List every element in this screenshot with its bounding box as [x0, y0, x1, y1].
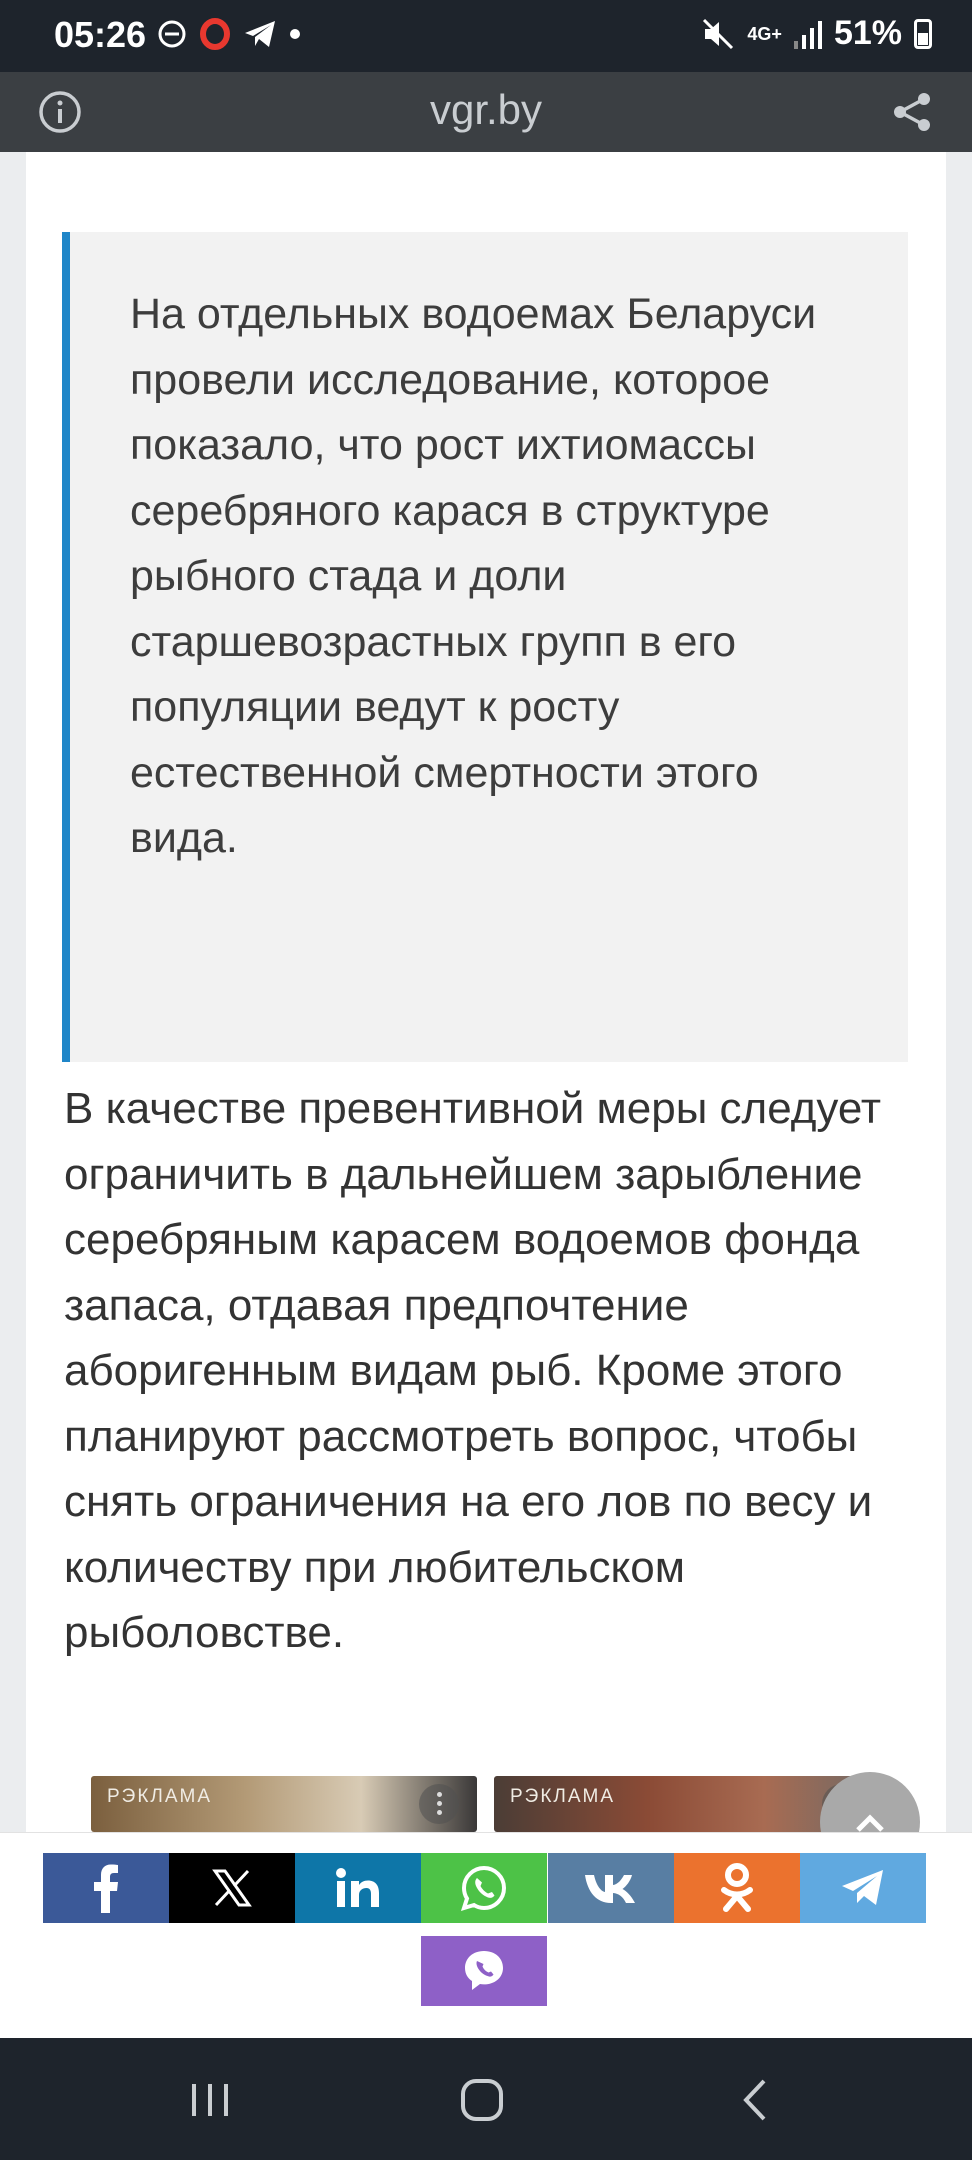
opera-icon	[199, 18, 231, 50]
social-share-bar	[0, 1832, 972, 2038]
share-icon	[890, 90, 934, 134]
battery-percent: 51%	[833, 14, 902, 52]
telegram-icon	[840, 1868, 886, 1908]
status-notification-icons	[157, 18, 301, 50]
blockquote	[62, 232, 908, 1062]
system-navigation-bar	[0, 2040, 972, 2160]
ad-label: РЭКЛАМА	[510, 1786, 616, 1807]
blockquote-text: На отдельных водоемах Беларуси провели исследование, которое показало, что рост ихтиомассы серебряного карася в структуре рыбного стада и доли старшевозрастных групп в его популяции ведут к росту естественной смертности этого вида.	[130, 290, 817, 862]
ad-menu-button[interactable]	[419, 1784, 459, 1824]
facebook-icon	[86, 1863, 126, 1913]
url-text[interactable]: vgr.by	[429, 86, 543, 133]
back-icon	[736, 2077, 776, 2123]
recent-apps-icon	[188, 2080, 232, 2120]
network-type: 4G+	[747, 23, 782, 44]
ad-label: РЭКЛАМА	[107, 1786, 213, 1807]
odnoklassniki-icon	[719, 1862, 755, 1914]
share-x-button[interactable]	[169, 1853, 295, 1923]
signal-icon	[794, 19, 822, 49]
vk-icon	[583, 1871, 639, 1905]
back-button[interactable]	[726, 2070, 786, 2130]
share-page-button[interactable]	[890, 90, 934, 134]
browser-address-bar	[0, 72, 972, 152]
x-icon	[212, 1868, 252, 1908]
telegram-notification-icon	[243, 19, 277, 49]
more-notifications-dot	[289, 28, 301, 40]
page-content[interactable]	[0, 152, 972, 2032]
share-viber-button[interactable]	[421, 1936, 547, 2006]
recent-apps-button[interactable]	[180, 2070, 240, 2130]
ad-card[interactable]	[91, 1776, 477, 1832]
linkedin-icon	[335, 1867, 381, 1909]
status-right	[701, 14, 932, 53]
share-telegram-button[interactable]	[800, 1853, 926, 1923]
status-bar	[0, 0, 972, 72]
article-paragraph: В качестве превентивной меры следует ограничить в дальнейшем зарыбление серебряным карасем водоемов фонда запаса, отдавая предпочтение аборигенным видам рыб. Кроме этого планируют рассмотреть вопрос, чтобы снять ограничения на его лов по весу и количеству при любительском рыболовстве.	[64, 1084, 882, 1657]
home-button[interactable]	[452, 2070, 512, 2130]
share-odnoklassniki-button[interactable]	[674, 1853, 800, 1923]
share-facebook-button[interactable]	[43, 1853, 169, 1923]
battery-icon	[914, 19, 932, 49]
article	[26, 152, 946, 1832]
share-linkedin-button[interactable]	[295, 1853, 421, 1923]
dnd-icon	[157, 19, 187, 49]
viber-icon	[461, 1948, 507, 1994]
share-vk-button[interactable]	[548, 1853, 674, 1923]
share-whatsapp-button[interactable]	[421, 1853, 547, 1923]
home-icon	[459, 2077, 505, 2123]
whatsapp-icon	[460, 1864, 508, 1912]
mute-icon	[701, 17, 735, 51]
status-time: 05:26	[54, 14, 147, 55]
